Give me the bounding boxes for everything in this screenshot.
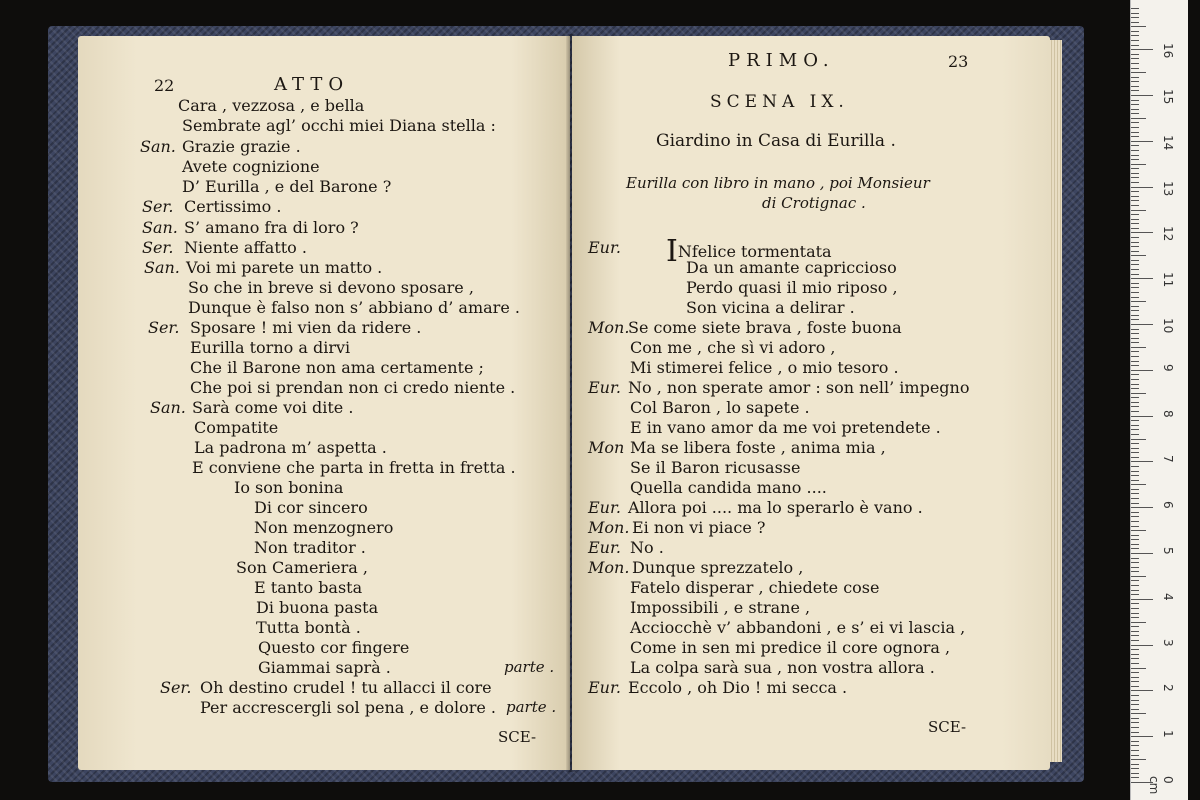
verse-line: Ma se libera foste , anima mia , (630, 438, 886, 457)
verse-line: Sarà come voi dite . (192, 398, 354, 417)
verse-line: Acciocchè v’ abbandoni , e s’ ei vi lascia , (630, 618, 966, 637)
speaker-label: Mon. (588, 318, 630, 337)
ruler-tick (1131, 200, 1139, 201)
ruler-tick (1131, 347, 1146, 348)
verse-line: Eccolo , oh Dio ! mi secca . (628, 678, 848, 697)
ruler-tick (1131, 507, 1153, 508)
ruler-tick (1131, 722, 1139, 723)
ruler-tick (1131, 100, 1139, 101)
stage-note: di Crotignac . (762, 194, 866, 212)
speaker-label: San. (150, 398, 186, 417)
ruler-tick (1131, 727, 1139, 728)
speaker-label: Ser. (142, 238, 174, 257)
verse-line: Se il Baron ricusasse (630, 458, 801, 477)
ruler-tick (1131, 603, 1139, 604)
ruler-tick (1131, 384, 1139, 385)
verse-line: Dunque sprezzatelo , (632, 558, 804, 577)
verse-line: Fatelo disperar , chiedete cose (630, 578, 880, 597)
ruler-label: 15 (1161, 89, 1175, 105)
ruler-tick (1131, 516, 1139, 517)
ruler-tick (1131, 310, 1139, 311)
ruler-tick (1131, 49, 1153, 50)
ruler-tick (1131, 113, 1139, 114)
ruler-tick (1131, 13, 1139, 14)
ruler-tick (1131, 406, 1139, 407)
ruler-tick (1131, 150, 1139, 151)
ruler-tick (1131, 617, 1139, 618)
verse-line: Se come siete brava , foste buona (628, 318, 902, 337)
ruler-tick (1131, 443, 1139, 444)
ruler-tick (1131, 635, 1139, 636)
verse-line: Di cor sincero (254, 498, 368, 517)
speaker-label: San. (140, 137, 176, 156)
ruler-tick (1131, 17, 1139, 18)
ruler-tick (1131, 31, 1139, 32)
ruler-tick (1131, 8, 1139, 9)
ruler-tick (1131, 342, 1139, 343)
verse-line: Certissimo . (184, 197, 282, 216)
ruler-label: 12 (1161, 226, 1175, 242)
ruler-tick (1131, 264, 1139, 265)
ruler-tick (1131, 356, 1139, 357)
ruler-tick (1131, 81, 1139, 82)
ruler-tick (1131, 40, 1139, 41)
ruler-tick (1131, 425, 1139, 426)
ruler-tick (1131, 168, 1139, 169)
verse-line: Son Cameriera , (236, 558, 368, 577)
ruler-tick (1131, 72, 1146, 73)
ruler-label: 13 (1161, 180, 1175, 196)
ruler-tick (1131, 90, 1139, 91)
ruler-tick (1131, 329, 1139, 330)
ruler-tick (1131, 548, 1139, 549)
ruler-tick (1131, 269, 1139, 270)
ruler-tick (1131, 141, 1153, 142)
ruler-tick (1131, 640, 1139, 641)
verse-line: No , non sperate amor : son nell’ impegno (628, 378, 970, 397)
ruler-tick (1131, 77, 1139, 78)
ruler-tick (1131, 274, 1139, 275)
ruler-label: 14 (1161, 134, 1175, 151)
ruler-tick (1131, 530, 1146, 531)
ruler-tick (1131, 104, 1139, 105)
verse-line: Voi mi parete un matto . (186, 258, 383, 277)
ruler-tick (1131, 544, 1139, 545)
verse-line: No . (630, 538, 664, 557)
ruler-label: 3 (1161, 638, 1175, 647)
ruler-tick (1131, 466, 1139, 467)
ruler-tick (1131, 571, 1139, 572)
ruler-tick (1131, 58, 1139, 59)
stage-direction: parte . (506, 698, 557, 716)
scene-setting: Giardino in Casa di Eurilla . (656, 131, 896, 151)
stage-note: Eurilla con libro in mano , poi Monsieur (626, 174, 930, 192)
verse-line: Col Baron , lo sapete . (630, 398, 810, 417)
verse-line: Che il Barone non ama certamente ; (190, 358, 484, 377)
verse-line: Avete cognizione (182, 157, 320, 176)
ruler-tick (1131, 553, 1153, 554)
ruler-tick (1131, 718, 1139, 719)
speaker-label: Ser. (160, 678, 192, 697)
verse-line: Per accrescergli sol pena , e dolore . (200, 698, 497, 717)
ruler-tick (1131, 471, 1139, 472)
ruler-tick (1131, 626, 1139, 627)
ruler-label: 11 (1161, 272, 1175, 288)
ruler-tick (1131, 246, 1139, 247)
ruler-tick (1131, 631, 1139, 632)
ruler-tick (1131, 773, 1139, 774)
catchword: SCE- (498, 728, 537, 746)
ruler-tick (1131, 622, 1146, 623)
ruler-tick (1131, 26, 1146, 27)
verse-line: Compatite (194, 418, 279, 437)
ruler-tick (1131, 663, 1139, 664)
ruler-tick (1131, 576, 1146, 577)
ruler-tick (1131, 764, 1139, 765)
ruler-tick (1131, 745, 1139, 746)
ruler-tick (1131, 210, 1146, 211)
speaker-label: Mon. (588, 518, 630, 537)
verse-line: Cara , vezzosa , e bella (178, 96, 365, 115)
verse-line: Non traditor . (254, 538, 366, 557)
ruler-tick (1131, 397, 1139, 398)
ruler-tick (1131, 420, 1139, 421)
ruler-tick (1131, 590, 1139, 591)
ruler-tick (1131, 475, 1139, 476)
ruler-tick (1131, 484, 1146, 485)
ruler-tick (1131, 228, 1139, 229)
ruler-tick (1131, 214, 1139, 215)
verse-line: Niente affatto . (184, 238, 307, 257)
ruler-tick (1131, 741, 1139, 742)
ruler-tick (1131, 370, 1153, 371)
drop-cap: I (666, 234, 678, 269)
speaker-label: Eur. (588, 538, 621, 557)
verse-line: E tanto basta (254, 578, 363, 597)
ruler-tick (1131, 54, 1139, 55)
ruler-label: 16 (1161, 43, 1175, 59)
ruler-tick (1131, 374, 1139, 375)
ruler-tick (1131, 278, 1153, 279)
ruler-tick (1131, 35, 1139, 36)
ruler-tick (1131, 448, 1139, 449)
verse-line: Quella candida mano .... (630, 478, 827, 497)
verse-line: Ei non vi piace ? (632, 518, 766, 537)
ruler-tick (1131, 608, 1139, 609)
ruler-tick (1131, 677, 1139, 678)
ruler-tick (1131, 613, 1139, 614)
ruler-tick (1131, 411, 1139, 412)
ruler-label: 5 (1161, 547, 1175, 555)
verse-line: Mi stimerei felice , o mio tesoro . (630, 358, 899, 377)
ruler-tick (1131, 388, 1139, 389)
ruler-tick (1131, 159, 1139, 160)
speaker-label: Eur. (588, 678, 621, 697)
verse-line: Sembrate agl’ occhi miei Diana stella : (182, 116, 496, 135)
ruler-tick (1131, 658, 1139, 659)
ruler-tick (1131, 732, 1139, 733)
ruler-tick (1131, 109, 1139, 110)
ruler-tick (1131, 187, 1153, 188)
ruler-tick (1131, 594, 1139, 595)
verse-line: Da un amante capriccioso (686, 258, 897, 277)
ruler-tick (1131, 562, 1139, 563)
ruler-label: 0 cm (1147, 776, 1175, 795)
ruler-tick (1131, 558, 1139, 559)
ruler-tick (1131, 283, 1139, 284)
ruler-tick (1131, 695, 1139, 696)
ruler-tick (1131, 521, 1139, 522)
ruler-tick (1131, 777, 1139, 778)
page-number: 22 (154, 76, 175, 95)
speaker-label: Ser. (142, 197, 174, 216)
verse-line: Con me , che sì vi adoro , (630, 338, 836, 357)
verse-line: INfelice tormentata (666, 234, 832, 269)
verse-line: S’ amano fra di loro ? (184, 218, 359, 237)
ruler-tick (1131, 768, 1139, 769)
ruler-tick (1131, 654, 1139, 655)
ruler-tick (1131, 177, 1139, 178)
ruler-tick (1131, 232, 1153, 233)
ruler-tick (1131, 63, 1139, 64)
verse-line: E conviene che parta in fretta in fretta . (192, 458, 516, 477)
speaker-label: Mon (588, 438, 625, 457)
running-head: ATTO (274, 74, 350, 95)
speaker-label: Eur. (588, 498, 621, 517)
ruler-tick (1131, 585, 1139, 586)
ruler-tick (1131, 22, 1139, 23)
ruler-tick (1131, 297, 1139, 298)
verse-line: So che in breve si devono sposare , (188, 278, 474, 297)
catchword: SCE- (928, 718, 967, 736)
ruler-tick (1131, 736, 1153, 737)
ruler-tick (1131, 301, 1146, 302)
ruler-tick (1131, 645, 1153, 646)
ruler-tick (1131, 242, 1139, 243)
ruler-label: 1 (1161, 730, 1175, 738)
ruler-tick (1131, 127, 1139, 128)
ruler-tick (1131, 539, 1139, 540)
ruler-tick (1131, 338, 1139, 339)
ruler-tick (1131, 45, 1139, 46)
verse-line: La padrona m’ aspetta . (194, 438, 387, 457)
ruler-label: 9 (1161, 363, 1175, 372)
verse-line: Come in sen mi predice il core ognora , (630, 638, 951, 657)
verse-line: Io son bonina (234, 478, 344, 497)
ruler-tick (1131, 122, 1139, 123)
ruler-tick (1131, 196, 1139, 197)
ruler-tick (1131, 690, 1153, 691)
verse-line: Giammai saprà . (258, 658, 391, 677)
verse-line: Questo cor fingere (258, 638, 410, 657)
ruler-tick (1131, 319, 1139, 320)
ruler-tick (1131, 700, 1139, 701)
ruler-tick (1131, 480, 1139, 481)
verse-line: Tutta bontà . (256, 618, 361, 637)
page-number: 23 (948, 52, 969, 71)
ruler-tick (1131, 498, 1139, 499)
verse-line: Son vicina a delirar . (686, 298, 855, 317)
ruler-tick (1131, 292, 1139, 293)
ruler-tick (1131, 86, 1139, 87)
ruler-tick (1131, 155, 1139, 156)
ruler-tick (1131, 434, 1139, 435)
verse-line: Grazie grazie . (182, 137, 301, 156)
ruler-tick (1131, 95, 1153, 96)
ruler-tick (1131, 260, 1139, 261)
measurement-ruler (1130, 0, 1188, 800)
verse-line: Allora poi .... ma lo sperarlo è vano . (628, 498, 923, 517)
ruler-tick (1131, 704, 1139, 705)
ruler-tick (1131, 379, 1139, 380)
speaker-label: San. (144, 258, 180, 277)
ruler-tick (1131, 219, 1139, 220)
ruler-tick (1131, 191, 1139, 192)
ruler-tick (1131, 223, 1139, 224)
ruler-tick (1131, 668, 1146, 669)
speaker-label: Ser. (148, 318, 180, 337)
ruler-tick (1131, 493, 1139, 494)
ruler-tick (1131, 526, 1139, 527)
ruler-tick (1131, 750, 1139, 751)
running-head: PRIMO. (728, 50, 835, 71)
ruler-tick (1131, 136, 1139, 137)
verse-line: Che poi si prendan non ci credo niente . (190, 378, 516, 397)
scene-title: SCENA IX. (710, 92, 849, 112)
verse-line: Eurilla torno a dirvi (190, 338, 351, 357)
stage-direction: parte . (504, 658, 555, 676)
ruler-tick (1131, 132, 1139, 133)
right-page (572, 36, 1050, 770)
ruler-tick (1131, 145, 1139, 146)
ruler-tick (1131, 324, 1153, 325)
verse-line: Oh destino crudel ! tu allacci il core (200, 678, 492, 697)
ruler-tick (1131, 709, 1139, 710)
ruler-tick (1131, 599, 1153, 600)
ruler-tick (1131, 681, 1139, 682)
verse-line: La colpa sarà sua , non vostra allora . (630, 658, 935, 677)
verse-line: Non menzognero (254, 518, 394, 537)
ruler-tick (1131, 205, 1139, 206)
verse-line: D’ Eurilla , e del Barone ? (182, 177, 392, 196)
speaker-label: Eur. (588, 238, 621, 257)
ruler-label: 10 (1161, 318, 1175, 334)
verse-line: Di buona pasta (256, 598, 379, 617)
ruler-tick (1131, 686, 1139, 687)
verse-line: E in vano amor da me voi pretendete . (630, 418, 941, 437)
ruler-tick (1131, 251, 1139, 252)
ruler-tick (1131, 429, 1139, 430)
ruler-tick (1131, 68, 1139, 69)
ruler-tick (1131, 255, 1146, 256)
ruler-tick (1131, 672, 1139, 673)
ruler-tick (1131, 402, 1139, 403)
verse-line: Impossibili , e strane , (630, 598, 811, 617)
ruler-tick (1131, 287, 1139, 288)
ruler-tick (1131, 489, 1139, 490)
ruler-tick (1131, 306, 1139, 307)
speaker-label: Eur. (588, 378, 621, 397)
ruler-tick (1131, 393, 1146, 394)
ruler-label: 6 (1161, 501, 1175, 509)
ruler-tick (1131, 713, 1146, 714)
ruler-tick (1131, 173, 1139, 174)
ruler-tick (1131, 759, 1146, 760)
ruler-tick (1131, 452, 1139, 453)
ruler-tick (1131, 512, 1139, 513)
ruler-tick (1131, 755, 1139, 756)
ruler-label: 2 (1161, 684, 1175, 693)
ruler-tick (1131, 361, 1139, 362)
ruler-tick (1131, 416, 1153, 417)
ruler-tick (1131, 461, 1153, 462)
ruler-tick (1131, 503, 1139, 504)
ruler-tick (1131, 439, 1146, 440)
ruler-tick (1131, 567, 1139, 568)
ruler-label: 8 (1161, 409, 1175, 418)
ruler-label: 7 (1161, 455, 1175, 464)
ruler-tick (1131, 535, 1139, 536)
ruler-tick (1131, 118, 1146, 119)
speaker-label: San. (142, 218, 178, 237)
verse-line: Perdo quasi il mio riposo , (686, 278, 898, 297)
verse-line: Sposare ! mi vien da ridere . (190, 318, 422, 337)
ruler-tick (1131, 649, 1139, 650)
left-page (78, 36, 570, 770)
verse-line: Dunque è falso non s’ abbiano d’ amare . (188, 298, 520, 317)
ruler-tick (1131, 182, 1139, 183)
ruler-tick (1131, 365, 1139, 366)
ruler-tick (1131, 580, 1139, 581)
ruler-tick (1131, 351, 1139, 352)
ruler-tick (1131, 164, 1146, 165)
speaker-label: Mon. (588, 558, 630, 577)
ruler-tick (1131, 333, 1139, 334)
ruler-label: 4 (1161, 592, 1175, 601)
ruler-tick (1131, 315, 1139, 316)
ruler-tick (1131, 237, 1139, 238)
ruler-tick (1131, 457, 1139, 458)
